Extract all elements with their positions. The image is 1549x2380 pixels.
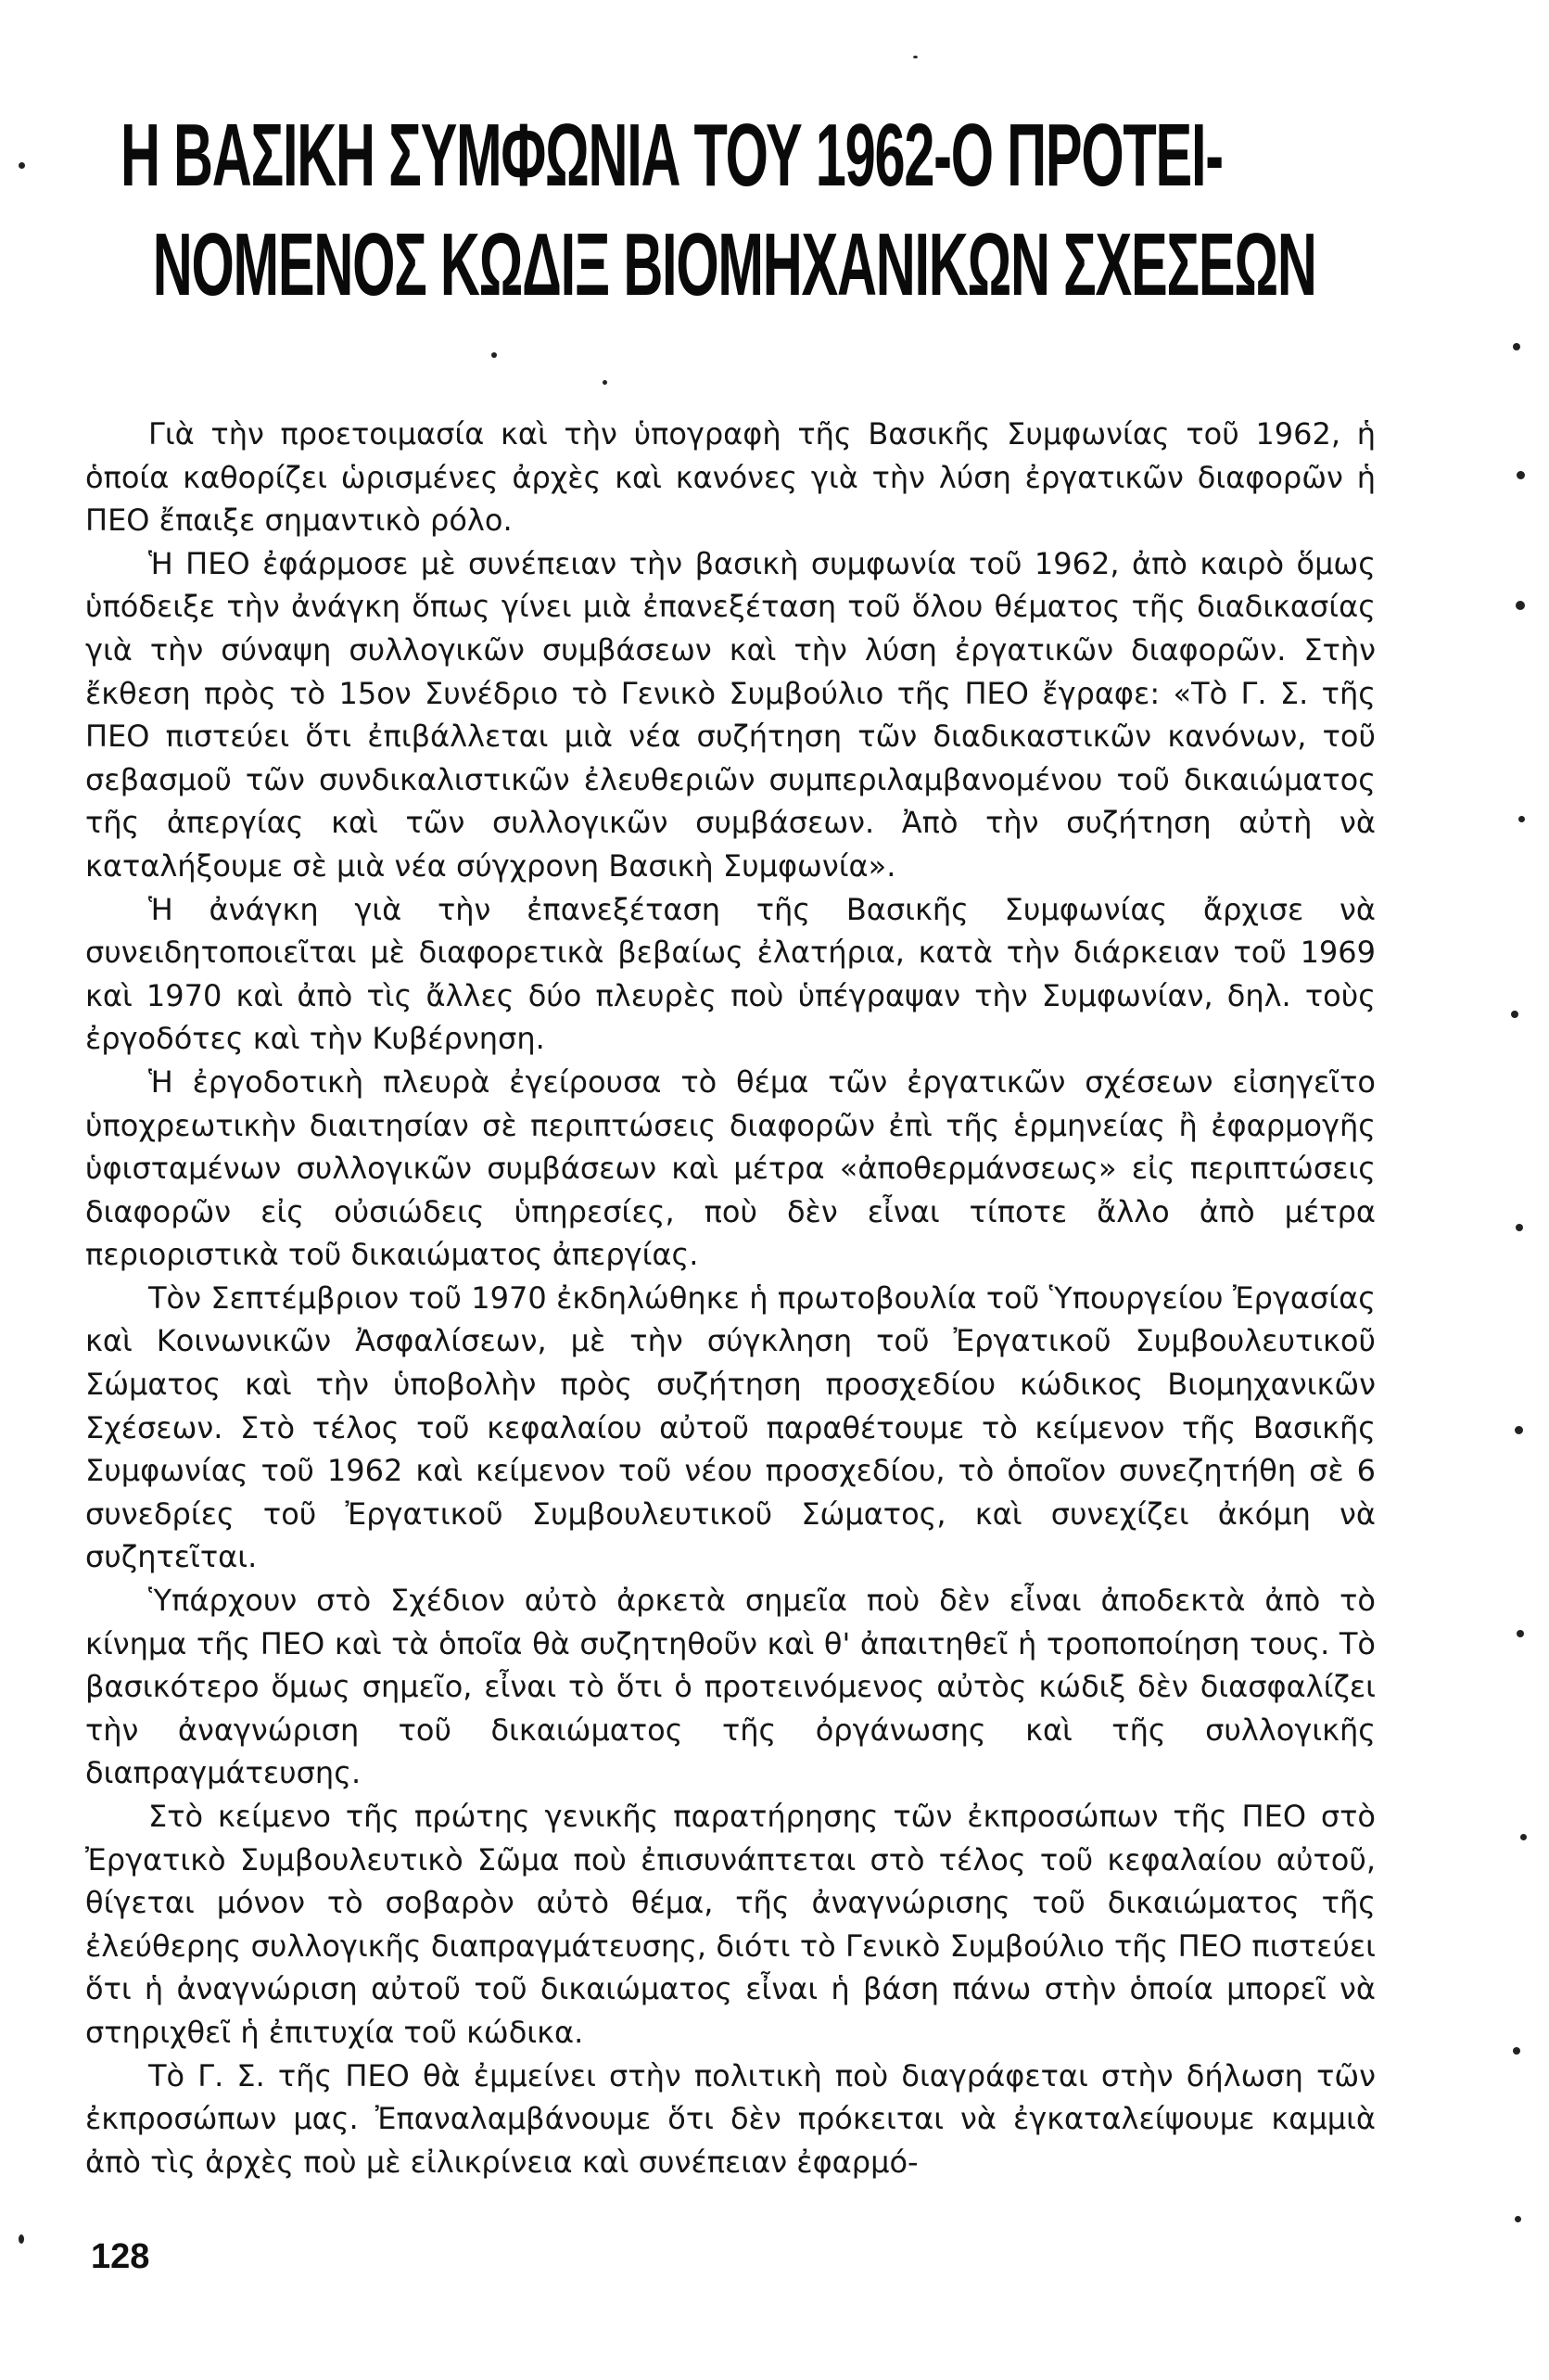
scan-speck bbox=[19, 162, 25, 169]
paragraph-4: Ἡ ἐργοδοτικὴ πλευρὰ ἐγείρουσα τὸ θέμα τῶν ἐργατικῶν σχέσεων εἰσηγεῖτο ὑποχρεωτικὴν διαιτησίαν σὲ περιπτώσεις διαφορῶν ἐπὶ τῆς ἑρμηνείας ἢ ἐφαρμογῆς ὑφισταμένων συλλογικῶν συμβάσεων καὶ μέτρα «ἀποθερμάνσεως» εἰς περιπτώσεις διαφορῶν εἰς οὐσιώδεις ὑπηρεσίες, ποὺ δὲν εἶναι τίποτε ἄλλο ἀπὸ μέτρα περιοριστικὰ τοῦ δικαιώματος ἀπεργίας. bbox=[85, 1063, 1376, 1273]
article-body bbox=[85, 413, 1376, 2183]
paragraph-8: Τὸ Γ. Σ. τῆς ΠΕΟ θὰ ἐμμείνει στὴν πολιτικὴ ποὺ διαγράφεται στὴν δήλωση τῶν ἐκπροσώπων μας. Ἐπαναλαμβάνουμε ὅτι δὲν πρόκειται νὰ ἐγκαταλείψουμε καμμιὰ ἀπὸ τὶς ἀρχὲς ποὺ μὲ εἰλικρίνεια καὶ συνέπειαν ἐφαρμό- bbox=[85, 2057, 1376, 2180]
scan-speck bbox=[913, 56, 918, 58]
scan-speck bbox=[1513, 2047, 1520, 2055]
paragraph-7: Στὸ κείμενο τῆς πρώτης γενικῆς παρατήρησης τῶν ἐκπροσώπων τῆς ΠΕΟ στὸ Ἐργατικὸ Συμβουλευτικὸ Σῶμα ποὺ ἐπισυνάπτεται στὸ τέλος τοῦ κεφαλαίου αὐτοῦ, θίγεται μόνον τὸ σοβαρὸν αὐτὸ θέμα, τῆς ἀναγνώρισης τοῦ δικαιώματος τῆς ἐλεύθερης συλλογικῆς διαπραγμάτευσης, διότι τὸ Γενικὸ Συμβούλιο τῆς ΠΕΟ πιστεύει ὅτι ἡ ἀναγνώριση αὐτοῦ τοῦ δικαιώματος εἶναι ἡ βάση πάνω στὴν ὁποία μπορεῖ νὰ στηριχθεῖ ἡ ἐπιτυχία τοῦ κώδικα. bbox=[85, 1799, 1376, 2050]
scan-speck bbox=[1520, 1834, 1527, 1840]
page-number: 128 bbox=[91, 2237, 150, 2276]
scan-speck bbox=[1517, 471, 1525, 479]
scan-speck bbox=[491, 352, 497, 358]
scan-speck bbox=[1513, 343, 1520, 350]
scan-speck bbox=[1518, 816, 1525, 822]
scan-speck bbox=[1517, 1630, 1524, 1637]
title-line-1: Η ΒΑΣΙΚΗ ΣΥΜΦΩΝΙΑ ΤΟΥ 1962-Ο ΠΡΟΤΕΙ- bbox=[121, 106, 1223, 205]
title-line-2: ΝΟΜΕΝΟΣ ΚΩΔΙΞ ΒΙΟΜΗΧΑΝΙΚΩΝ ΣΧΕΣΕΩΝ bbox=[152, 215, 1316, 314]
paragraph-2: Ἡ ΠΕΟ ἐφάρμοσε μὲ συνέπειαν τὴν βασικὴ συμφωνία τοῦ 1962, ἀπὸ καιρὸ ὅμως ὑπόδειξε τὴν ἀνάγκη ὅπως γίνει μιὰ ἐπανεξέταση τοῦ ὅλου θέματος τῆς διαδικασίας γιὰ τὴν σύναψη συλλογικῶν συμβάσεων καὶ τὴν λύση ἐργατικῶν διαφορῶν. Στὴν ἔκθεση πρὸς τὸ 15ον Συνέδριο τὸ Γενικὸ Συμβούλιο τῆς ΠΕΟ ἔγραφε: «Τὸ Γ. Σ. τῆς ΠΕΟ πιστεύει ὅτι ἐπιβάλλεται μιὰ νέα συζήτηση τῶν διαδικαστικῶν κανόνων, τοῦ σεβασμοῦ τῶν συνδικαλιστικῶν ἐλευθεριῶν συμπεριλαμβανομένου τοῦ δικαιώματος τῆς ἀπεργίας καὶ τῶν συλλογικῶν συμβάσεων. Ἀπὸ τὴν συζήτηση αὐτὴ νὰ καταλήξουμε σὲ μιὰ νέα σύγχρονη Βασικὴ Συμφωνία». bbox=[85, 545, 1376, 884]
scan-speck bbox=[1516, 601, 1525, 610]
scan-speck bbox=[1515, 1426, 1523, 1434]
paragraph-5: Τὸν Σεπτέμβριον τοῦ 1970 ἐκδηλώθηκε ἡ πρωτοβουλία τοῦ Ὑπουργείου Ἐργασίας καὶ Κοινωνικῶν Ἀσφαλίσεων, μὲ τὴν σύγκληση τοῦ Ἐργατικοῦ Συμβουλευτικοῦ Σώματος καὶ τὴν ὑποβολὴν πρὸς συζήτηση προσχεδίου κώδικος Βιομηχανικῶν Σχέσεων. Στὸ τέλος τοῦ κεφαλαίου αὐτοῦ παραθέτουμε τὸ κείμενον τῆς Βασικῆς Συμφωνίας τοῦ 1962 καὶ κείμενον τοῦ νέου προσχεδίου, τὸ ὁποῖον συνεζητήθη σὲ 6 συνεδρίες τοῦ Ἐργατικοῦ Συμβουλευτικοῦ Σώματος, καὶ συνεχίζει ἀκόμη νὰ συζητεῖται. bbox=[85, 1279, 1376, 1575]
paragraph-3: Ἡ ἀνάγκη γιὰ τὴν ἐπανεξέταση τῆς Βασικῆς Συμφωνίας ἄρχισε νὰ συνειδητοποιεῖται μὲ διαφορετικὰ βεβαίως ἐλατήρια, κατὰ τὴν διάρκειαν τοῦ 1969 καὶ 1970 καὶ ἀπὸ τὶς ἄλλες δύο πλευρὲς ποὺ ὑπέγραψαν τὴν Συμφωνίαν, δηλ. τοὺς ἐργοδότες καὶ τὴν Κυβέρνηση. bbox=[85, 891, 1376, 1057]
paragraph-1: Γιὰ τὴν προετοιμασία καὶ τὴν ὑπογραφὴ τῆς Βασικῆς Συμφωνίας τοῦ 1962, ἡ ὁποία καθορίζει ὡρισμένες ἀρχὲς καὶ κανόνες γιὰ τὴν λύση ἐργατικῶν διαφορῶν ἡ ΠΕΟ ἔπαιξε σημαντικὸ ρόλο. bbox=[85, 416, 1376, 539]
scan-speck bbox=[603, 380, 607, 385]
article-title bbox=[121, 106, 1437, 330]
scan-speck bbox=[1516, 1224, 1523, 1231]
scan-speck bbox=[1515, 2216, 1521, 2222]
scan-speck bbox=[19, 2234, 24, 2244]
paragraph-6: Ὑπάρχουν στὸ Σχέδιον αὐτὸ ἀρκετὰ σημεῖα ποὺ δὲν εἶναι ἀποδεκτὰ ἀπὸ τὸ κίνημα τῆς ΠΕΟ καὶ τὰ ὁποῖα θὰ συζητηθοῦν καὶ θ' ἀπαιτηθεῖ ἡ τροποποίηση τους. Τὸ βασικότερο ὅμως σημεῖο, εἶναι τὸ ὅτι ὁ προτεινόμενος αὐτὸς κώδιξ δὲν διασφαλίζει τὴν ἀναγνώριση τοῦ δικαιώματος τῆς ὀργάνωσης καὶ τῆς συλλογικῆς διαπραγμάτευσης. bbox=[85, 1583, 1376, 1791]
scan-speck bbox=[1511, 1011, 1518, 1018]
